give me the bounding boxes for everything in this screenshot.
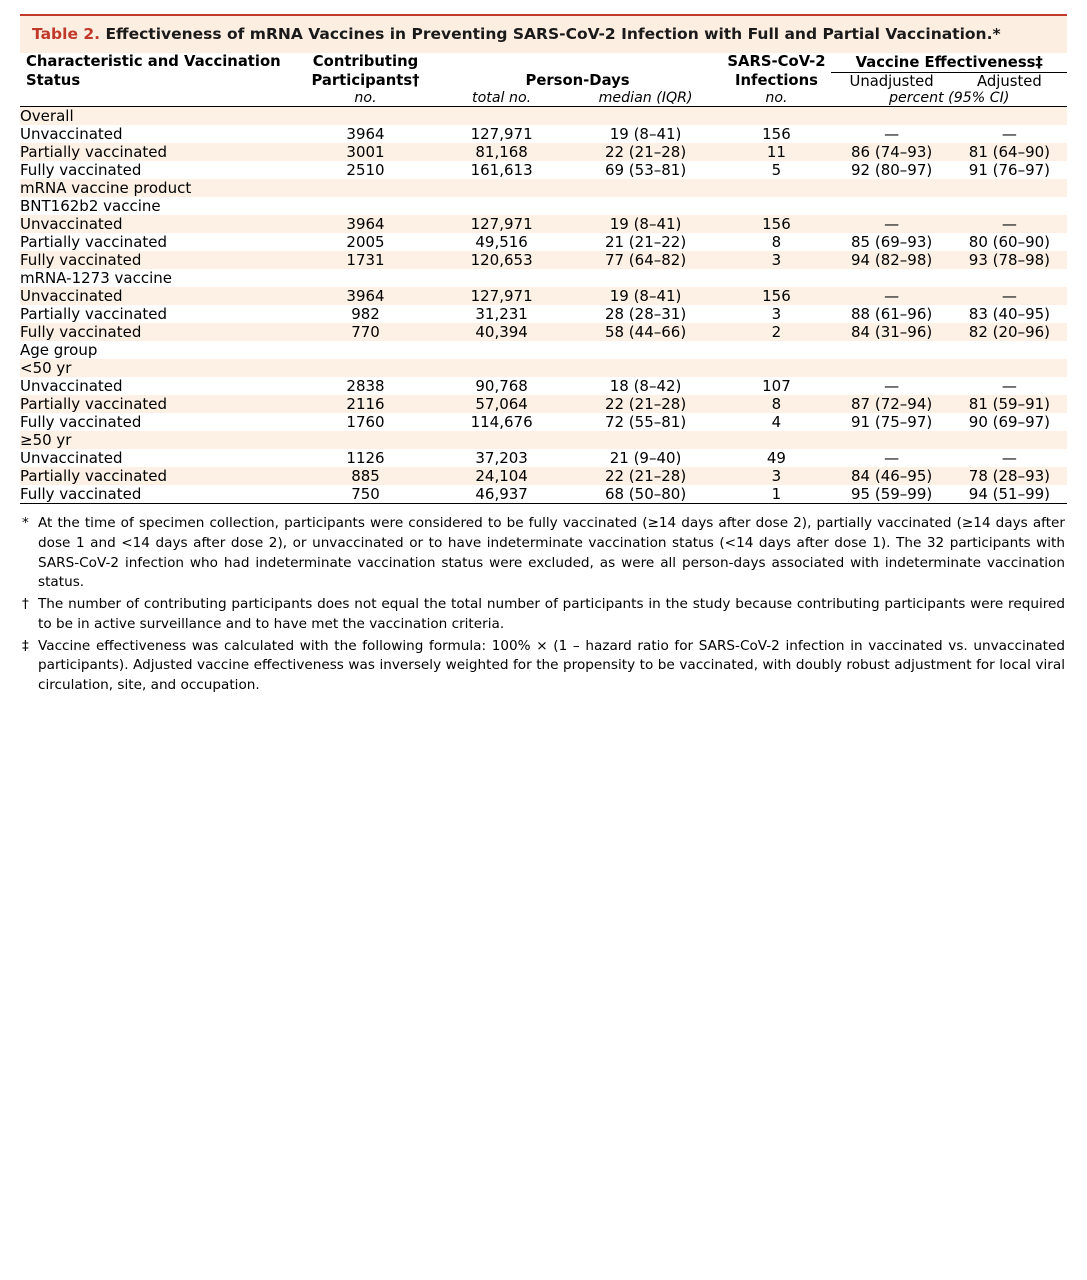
cell-infections: 8: [771, 395, 782, 414]
cell-participants: 3964: [346, 287, 385, 306]
row-label: Unvaccinated: [20, 377, 123, 396]
cell-person-days-median: 72 (55–81): [604, 413, 687, 432]
cell-infections: 8: [771, 233, 782, 252]
unit-persondays-median: median (IQR): [570, 90, 722, 107]
cell-participants: 3001: [346, 143, 385, 162]
footnote-marker: ‡: [22, 637, 29, 654]
cell-person-days-total: 81,168: [475, 143, 528, 162]
unit-effectiveness: percent (95% CI): [831, 90, 1067, 107]
cell-person-days-median: 18 (8–42): [609, 377, 682, 396]
table-row: [20, 413, 1067, 431]
cell-person-days-total: 46,937: [434, 485, 570, 504]
table-caption: Effectiveness of mRNA Vaccines in Preventing SARS-CoV-2 Infection with Full and Partial Vaccination.*: [105, 25, 1001, 43]
cell-unadjusted-ve: 85 (69–93): [850, 233, 933, 252]
table-container: [20, 0, 1067, 714]
cell-person-days-total: 114,676: [470, 413, 533, 432]
col-header-infections: SARS-CoV-2 Infections: [727, 53, 826, 89]
cell-adjusted-ve: 81 (64–90): [968, 143, 1051, 162]
cell-unadjusted-ve: 95 (59–99): [831, 485, 951, 504]
cell-person-days-median: 19 (8–41): [609, 215, 682, 234]
cell-adjusted-ve: —: [1001, 449, 1017, 468]
cell-participants: 1126: [346, 449, 385, 468]
cell-adjusted-ve: —: [1001, 287, 1017, 306]
cell-participants: 982: [351, 305, 380, 324]
table-row: [20, 377, 1067, 395]
cell-adjusted-ve: 82 (20–96): [968, 323, 1051, 342]
cell-participants: 2005: [346, 233, 385, 252]
cell-participants: 750: [297, 485, 433, 504]
row-label: Fully vaccinated: [20, 485, 297, 504]
cell-infections: 1: [721, 485, 831, 504]
cell-person-days-median: 22 (21–28): [604, 395, 687, 414]
row-label: Age group: [20, 341, 98, 360]
row-label: Partially vaccinated: [20, 233, 168, 252]
cell-unadjusted-ve: 88 (61–96): [850, 305, 933, 324]
cell-adjusted-ve: 80 (60–90): [968, 233, 1051, 252]
row-label: Fully vaccinated: [20, 251, 142, 270]
table-row: [20, 305, 1067, 323]
cell-adjusted-ve: —: [1001, 377, 1017, 396]
row-label: Unvaccinated: [20, 125, 123, 144]
table-title: [20, 14, 1067, 53]
unit-infections: no.: [721, 90, 831, 107]
cell-person-days-median: 22 (21–28): [604, 467, 687, 486]
table-group-row: [20, 197, 1067, 215]
footnote-text: Vaccine effectiveness was calculated with the following formula: 100% × (1 – hazard ratio for SARS-CoV-2 infection in vaccinated vs. unvaccinated participants). Adjusted vaccine effectiveness was inversely weighted for the propensity to be vaccinated, with doubly robust adjustment for local viral circulation, site, and occupation.: [38, 637, 1065, 693]
footnote-text: At the time of specimen collection, participants were considered to be fully vaccinated (≥14 days after dose 2), partially vaccinated (≥14 days after dose 1 and <14 days after dose 2), or unvaccinated or to have indeterminate vaccination status (<14 days after dose 1). The 32 participants with SARS-CoV-2 infection who had indeterminate vaccination status were excluded, as were all person-days associated with indeterminate vaccination status.: [38, 515, 1065, 591]
cell-person-days-total: 120,653: [470, 251, 533, 270]
footnote-text: The number of contributing participants does not equal the total number of participants in the study because contributing participants were required to be in active surveillance and to have met the vaccination criteria.: [38, 596, 1065, 632]
cell-participants: 3964: [346, 125, 385, 144]
cell-infections: 2: [771, 323, 782, 342]
cell-unadjusted-ve: 86 (74–93): [850, 143, 933, 162]
row-label: mRNA-1273 vaccine: [20, 269, 173, 288]
footnote: [22, 637, 1065, 696]
cell-adjusted-ve: 78 (28–93): [968, 467, 1051, 486]
cell-unadjusted-ve: 84 (46–95): [850, 467, 933, 486]
cell-participants: 3964: [346, 215, 385, 234]
cell-person-days-total: 37,203: [475, 449, 528, 468]
cell-participants: 885: [351, 467, 380, 486]
cell-adjusted-ve: 90 (69–97): [968, 413, 1051, 432]
cell-infections: 156: [762, 125, 791, 144]
cell-unadjusted-ve: —: [884, 377, 900, 396]
col-header-unadjusted: Unadjusted: [849, 73, 934, 91]
cell-unadjusted-ve: 91 (75–97): [850, 413, 933, 432]
row-label: Overall: [20, 107, 74, 126]
cell-participants: 770: [351, 323, 380, 342]
row-label: <50 yr: [20, 359, 72, 378]
cell-unadjusted-ve: 87 (72–94): [850, 395, 933, 414]
table-row: [20, 215, 1067, 233]
cell-unadjusted-ve: —: [884, 449, 900, 468]
cell-person-days-median: 77 (64–82): [604, 251, 687, 270]
cell-adjusted-ve: 93 (78–98): [968, 251, 1051, 270]
cell-person-days-median: 28 (28–31): [604, 305, 687, 324]
cell-person-days-median: 68 (50–80): [570, 485, 722, 504]
row-label: Partially vaccinated: [20, 143, 168, 162]
cell-unadjusted-ve: —: [884, 125, 900, 144]
row-empty: [297, 269, 1067, 287]
table-row: [20, 449, 1067, 467]
cell-unadjusted-ve: 94 (82–98): [850, 251, 933, 270]
table-row: [20, 233, 1067, 251]
cell-infections: 156: [762, 215, 791, 234]
row-label: Partially vaccinated: [20, 305, 168, 324]
footnote: [22, 514, 1065, 593]
cell-unadjusted-ve: 92 (80–97): [850, 161, 933, 180]
col-header-adjusted: Adjusted: [977, 73, 1042, 91]
cell-infections: 156: [762, 287, 791, 306]
cell-participants: 1731: [346, 251, 385, 270]
cell-person-days-total: 49,516: [475, 233, 528, 252]
cell-unadjusted-ve: —: [884, 287, 900, 306]
cell-infections: 5: [771, 161, 782, 180]
cell-infections: 3: [771, 251, 782, 270]
cell-person-days-median: 19 (8–41): [609, 125, 682, 144]
row-empty: [297, 359, 1067, 377]
cell-adjusted-ve: 81 (59–91): [968, 395, 1051, 414]
row-label: Fully vaccinated: [20, 323, 142, 342]
table-group-row: [20, 269, 1067, 287]
unit-blank: [20, 90, 297, 107]
cell-person-days-median: 21 (9–40): [609, 449, 682, 468]
table-group-row: [20, 107, 1067, 126]
table-group-row: [20, 359, 1067, 377]
footnote-marker: †: [22, 596, 29, 613]
row-label: Partially vaccinated: [20, 467, 168, 486]
row-label: Unvaccinated: [20, 215, 123, 234]
table-row: [20, 125, 1067, 143]
cell-person-days-total: 127,971: [470, 287, 533, 306]
table-group-row: [20, 431, 1067, 449]
table-row: [20, 395, 1067, 413]
cell-person-days-total: 31,231: [475, 305, 528, 324]
header-row-main: [20, 53, 1067, 72]
unit-persondays-total: total no.: [434, 90, 570, 107]
cell-person-days-median: 58 (44–66): [604, 323, 687, 342]
footnotes: [20, 504, 1067, 713]
row-label: mRNA vaccine product: [20, 179, 192, 198]
row-label: Partially vaccinated: [20, 395, 168, 414]
cell-participants: 2510: [346, 161, 385, 180]
footnote: [22, 595, 1065, 634]
table-row: [20, 467, 1067, 485]
cell-person-days-total: 57,064: [475, 395, 528, 414]
col-header-participants: Contributing Participants†: [311, 53, 420, 89]
cell-infections: 4: [771, 413, 782, 432]
table-row: [20, 161, 1067, 179]
table-row: [20, 323, 1067, 341]
table-row: [20, 143, 1067, 161]
table-body: [20, 107, 1067, 504]
row-label: Fully vaccinated: [20, 413, 142, 432]
cell-person-days-total: 24,104: [475, 467, 528, 486]
row-empty: [297, 179, 1067, 197]
cell-participants: 1760: [346, 413, 385, 432]
col-header-person-days: Person-Days: [525, 71, 630, 89]
cell-adjusted-ve: 94 (51–99): [952, 485, 1067, 504]
cell-unadjusted-ve: —: [884, 215, 900, 234]
footnote-marker: *: [22, 515, 29, 532]
row-label: Unvaccinated: [20, 287, 123, 306]
cell-adjusted-ve: 83 (40–95): [968, 305, 1051, 324]
cell-adjusted-ve: 91 (76–97): [968, 161, 1051, 180]
table-row: [20, 251, 1067, 269]
cell-infections: 3: [771, 467, 782, 486]
table-group-row: [20, 179, 1067, 197]
cell-infections: 11: [766, 143, 786, 162]
cell-unadjusted-ve: 84 (31–96): [850, 323, 933, 342]
header-row-units: [20, 90, 1067, 107]
row-empty: [297, 197, 1067, 215]
table-number: Table 2.: [32, 25, 101, 43]
cell-person-days-total: 40,394: [475, 323, 528, 342]
cell-person-days-median: 69 (53–81): [604, 161, 687, 180]
row-label: ≥50 yr: [20, 431, 72, 450]
cell-person-days-median: 21 (21–22): [604, 233, 687, 252]
cell-person-days-median: 22 (21–28): [604, 143, 687, 162]
table-row: [20, 485, 1067, 504]
col-header-vaccine-effectiveness: Vaccine Effectiveness‡: [831, 53, 1067, 72]
col-header-characteristic: Characteristic and Vaccination Status: [26, 53, 281, 89]
cell-participants: 2116: [346, 395, 385, 414]
cell-person-days-total: 127,971: [470, 125, 533, 144]
table-head: [20, 53, 1067, 106]
cell-infections: 3: [771, 305, 782, 324]
cell-infections: 107: [762, 377, 791, 396]
data-table: [20, 53, 1067, 504]
table-row: [20, 287, 1067, 305]
cell-person-days-total: 127,971: [470, 215, 533, 234]
row-empty: [297, 341, 1067, 359]
row-empty: [297, 107, 1067, 126]
cell-person-days-total: 90,768: [475, 377, 528, 396]
row-label: Fully vaccinated: [20, 161, 142, 180]
unit-participants: no.: [297, 90, 433, 107]
cell-adjusted-ve: —: [1001, 215, 1017, 234]
cell-infections: 49: [766, 449, 786, 468]
cell-adjusted-ve: —: [1001, 125, 1017, 144]
table-group-row: [20, 341, 1067, 359]
cell-participants: 2838: [346, 377, 385, 396]
cell-person-days-median: 19 (8–41): [609, 287, 682, 306]
row-label: BNT162b2 vaccine: [20, 197, 161, 216]
row-label: Unvaccinated: [20, 449, 123, 468]
cell-person-days-total: 161,613: [470, 161, 533, 180]
row-empty: [297, 431, 1067, 449]
